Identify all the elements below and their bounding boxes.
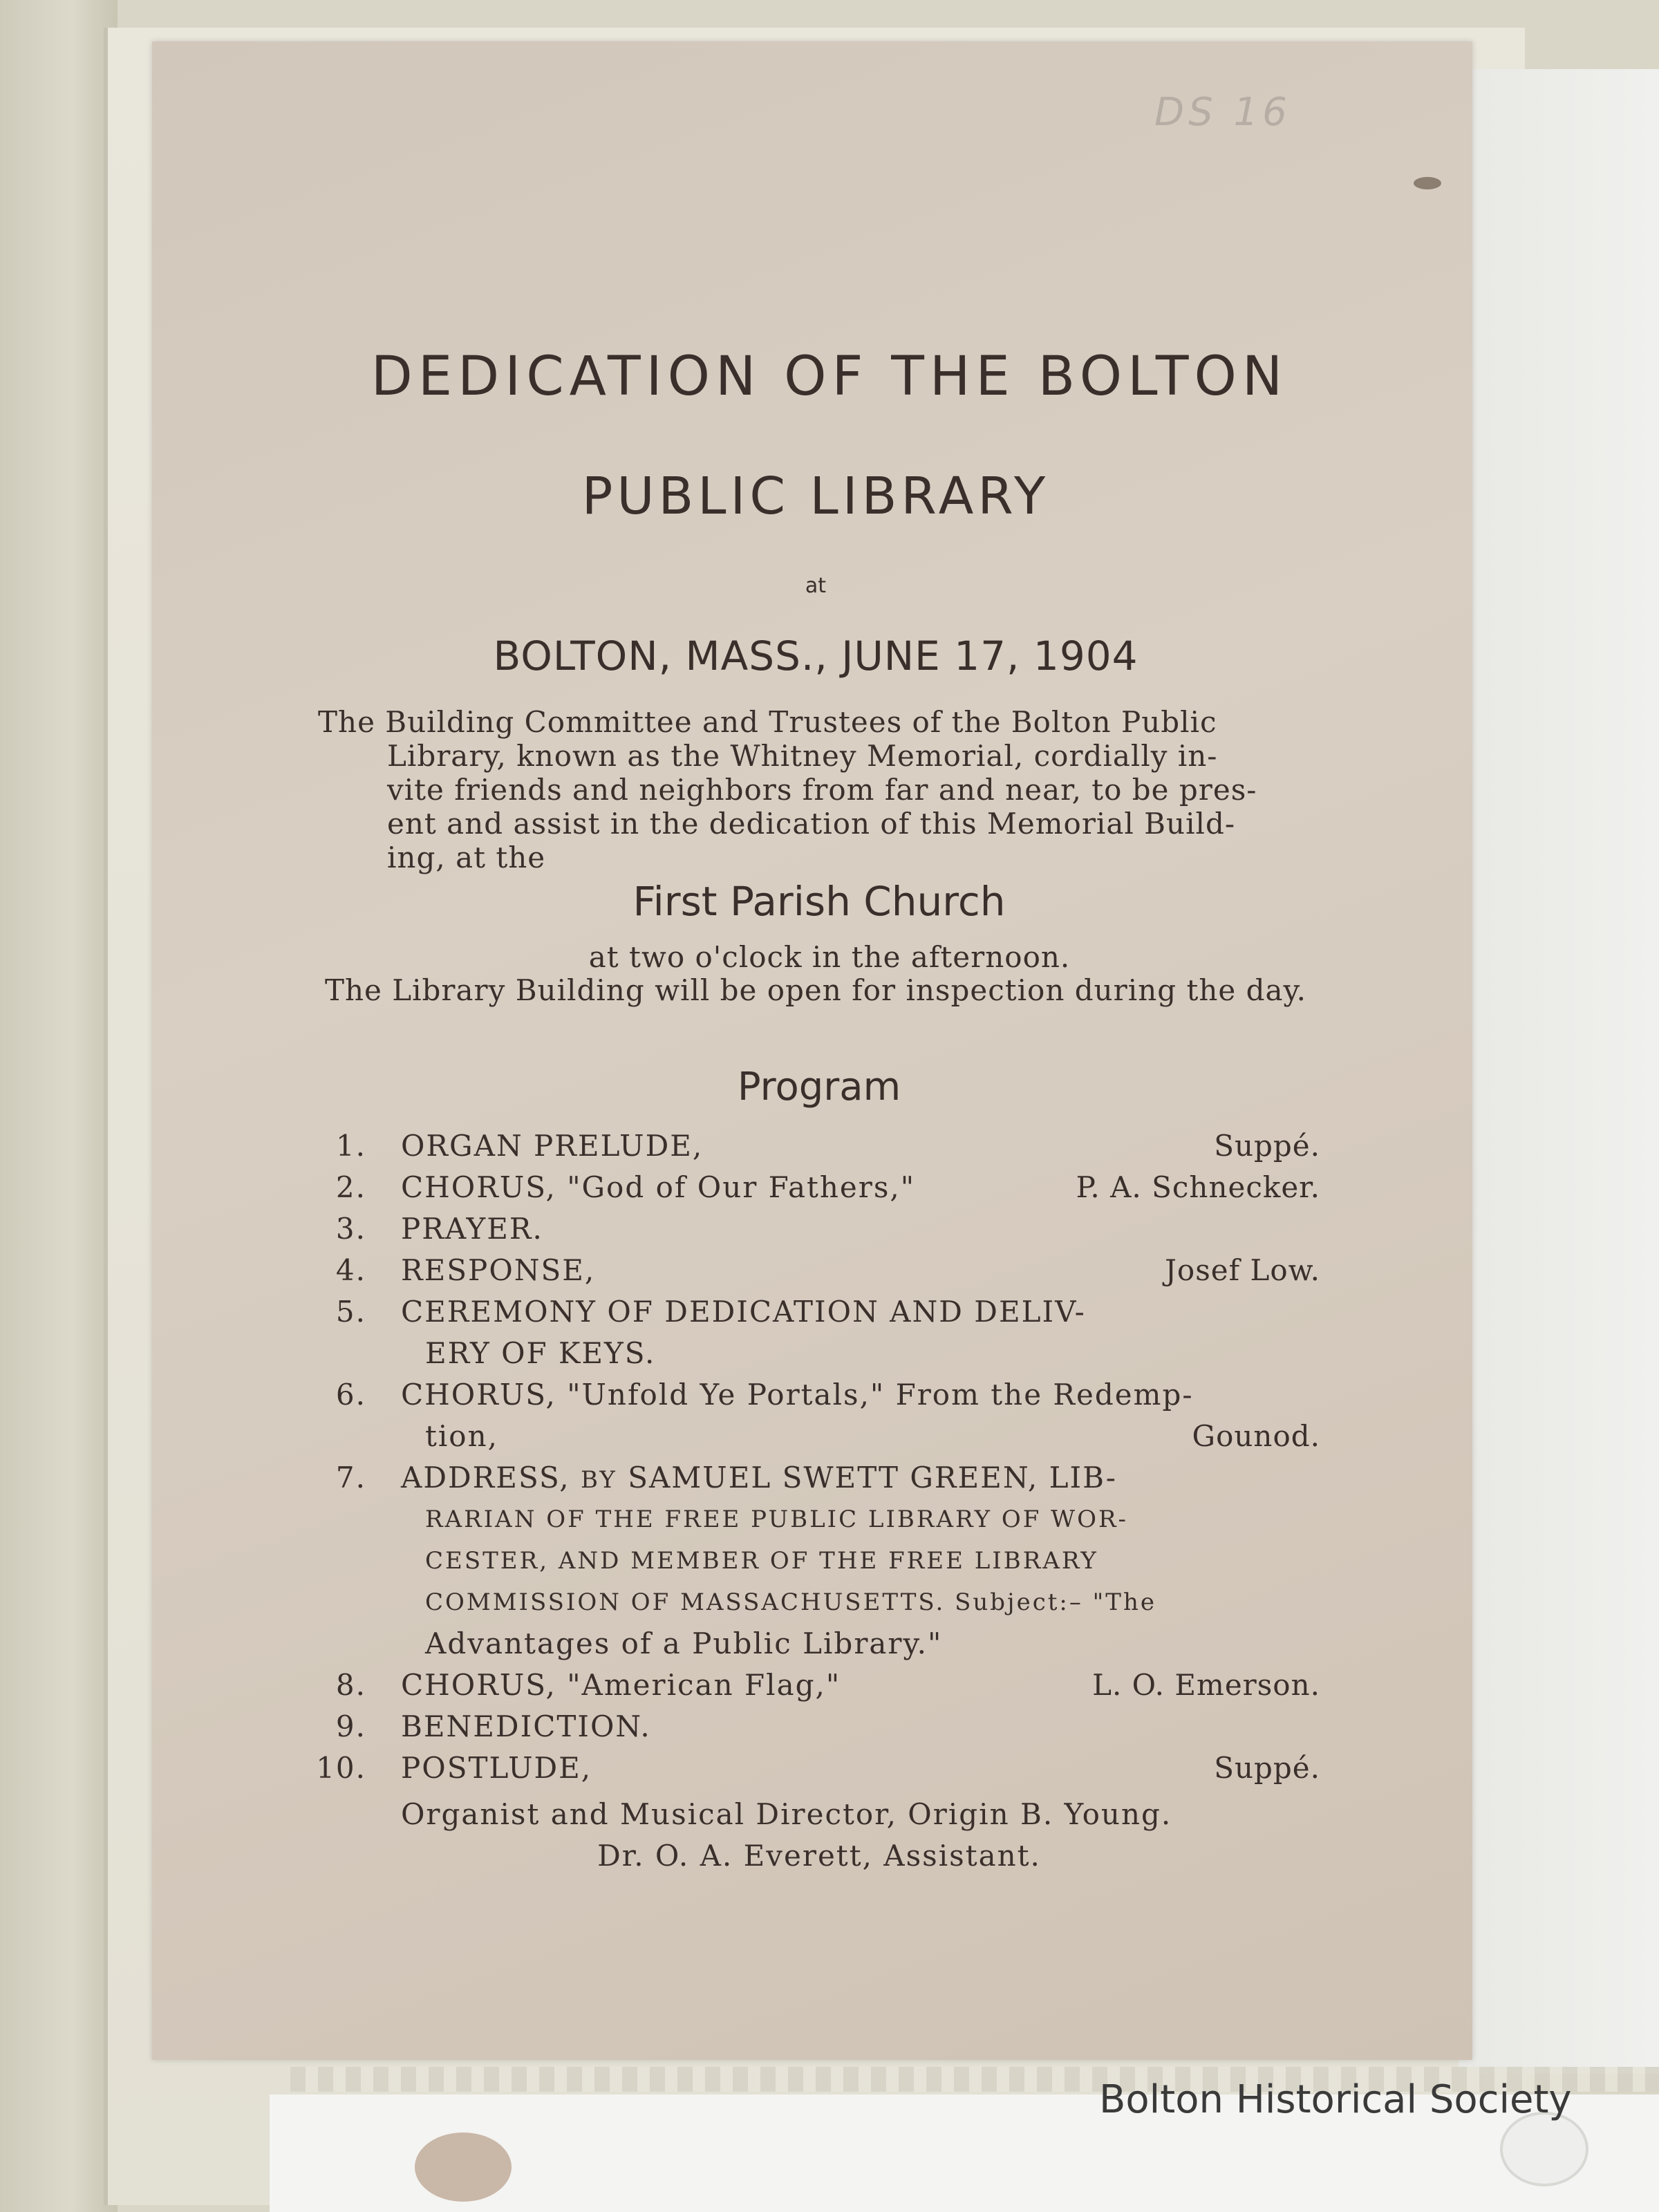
speaker-title-start: LIB- [1049, 1461, 1117, 1494]
watermark: Bolton Historical Society [1099, 2077, 1572, 2122]
item-text [401, 1457, 1117, 1501]
item-text: CHORUS, "Unfold Ye Portals," From the Redemp- [401, 1378, 1194, 1412]
invitation-line: The Building Committee and Trustees of the Bolton Public [318, 705, 1217, 739]
item-composer: Suppé. [1214, 1129, 1320, 1163]
item-composer: Josef Low. [1165, 1253, 1320, 1287]
item-number: 9. [335, 1709, 366, 1743]
item-continuation: ERY OF KEYS. [425, 1336, 656, 1370]
item-number: 10. [316, 1751, 366, 1785]
item-number: 2. [335, 1170, 366, 1204]
item-text: CHORUS, "God of Our Fathers," [401, 1170, 916, 1204]
item-number: 3. [335, 1212, 366, 1246]
item-number: 5. [335, 1295, 366, 1329]
item-text: CHORUS, "American Flag," [401, 1668, 841, 1702]
title-line-1: DEDICATION OF THE BOLTON [371, 346, 1288, 408]
item-composer: P. A. Schnecker. [1076, 1170, 1320, 1204]
item-continuation: Advantages of a Public Library." [425, 1627, 943, 1660]
binder-hole [1500, 2112, 1588, 2186]
program-item [311, 1706, 1320, 1747]
program-item [311, 1125, 1320, 1167]
item-continuation: tion, [425, 1419, 498, 1453]
dateline: BOLTON, MASS., JUNE 17, 1904 [493, 632, 1138, 679]
item-text: CEREMONY OF DEDICATION AND DELIV- [401, 1295, 1086, 1329]
time-line: at two o'clock in the afternoon. [588, 940, 1071, 974]
assistant: Dr. O. A. Everett, Assistant. [597, 1839, 1041, 1873]
program-item [311, 1208, 1320, 1250]
item-text: BENEDICTION. [401, 1709, 651, 1743]
invitation-line: Library, known as the Whitney Memorial, cordially in- [387, 739, 1218, 773]
item-number: 6. [335, 1378, 366, 1412]
venue: First Parish Church [632, 878, 1006, 925]
ink-smudge [1414, 177, 1441, 189]
program-item-continuation [311, 1540, 1320, 1582]
invitation-line: ent and assist in the dedication of this Memorial Build- [387, 807, 1236, 841]
program-item-continuation [311, 1333, 1320, 1374]
item-text: ORGAN PRELUDE, [401, 1129, 704, 1163]
item-text: PRAYER. [401, 1212, 543, 1246]
item-composer: Suppé. [1214, 1751, 1320, 1785]
program-heading: Program [737, 1065, 901, 1109]
program-item-continuation [311, 1499, 1320, 1540]
program-item-continuation [311, 1582, 1320, 1623]
program-item [311, 1374, 1320, 1416]
item-text: POSTLUDE, [401, 1751, 592, 1785]
item-continuation: CESTER, AND MEMBER OF THE FREE LIBRARY [425, 1547, 1098, 1575]
invitation-line: ing, at the [387, 841, 546, 874]
item-continuation: COMMISSION OF MASSACHUSETTS. Subject:– "The [425, 1588, 1157, 1616]
handwritten-code: DS 16 [1154, 90, 1291, 135]
program-item [311, 1291, 1320, 1333]
item-composer: Gounod. [1192, 1419, 1320, 1453]
item-composer: L. O. Emerson. [1092, 1668, 1320, 1702]
item-number: 7. [335, 1461, 366, 1494]
program-item-continuation [311, 1623, 1320, 1665]
program-item [311, 1457, 1320, 1499]
item-number: 4. [335, 1253, 366, 1287]
program-item-continuation [311, 1416, 1320, 1457]
music-director: Organist and Musical Director, Origin B. Young. [401, 1797, 1172, 1831]
invitation-paragraph [318, 705, 1313, 874]
at-label: at [805, 574, 827, 598]
by-label: BY [580, 1466, 617, 1494]
program-item [311, 1747, 1320, 1789]
program-item [311, 1250, 1320, 1291]
address-label: ADDRESS, [401, 1461, 570, 1494]
item-number: 8. [335, 1668, 366, 1702]
item-continuation: RARIAN OF THE FREE PUBLIC LIBRARY OF WOR- [425, 1506, 1129, 1533]
program-item [311, 1167, 1320, 1208]
open-line: The Library Building will be open for inspection during the day. [324, 973, 1307, 1007]
invitation-line: vite friends and neighbors from far and near, to be pres- [387, 773, 1257, 807]
binder-hole [415, 2133, 512, 2202]
item-text: RESPONSE, [401, 1253, 596, 1287]
title-line-2: PUBLIC LIBRARY [581, 467, 1050, 526]
program-list [311, 1125, 1320, 1789]
speaker-name: SAMUEL SWETT GREEN, [628, 1461, 1039, 1494]
item-number: 1. [335, 1129, 366, 1163]
program-item [311, 1665, 1320, 1706]
